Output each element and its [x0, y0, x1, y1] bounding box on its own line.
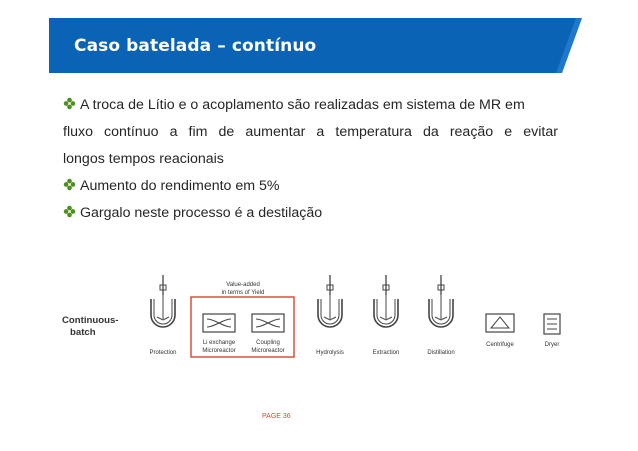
bullet-list: [63, 92, 558, 227]
diamond-bullet-icon: [63, 97, 76, 110]
hydrolysis-vessel-icon: [318, 275, 342, 327]
bullet-item-1-end: [63, 146, 558, 173]
justified-word: fim: [188, 124, 208, 140]
unit-label-coupling-line1: Coupling: [256, 340, 280, 346]
justified-word: aumentar: [245, 124, 306, 140]
bullet-item-1: [63, 92, 558, 119]
bullet-text-3: Gargalo neste processo é a destilação: [80, 205, 323, 221]
bullet-text-2: Aumento do rendimento em 5%: [80, 178, 280, 194]
justified-word: da: [422, 124, 439, 140]
process-diagram: [60, 260, 580, 370]
unit-label-protection: Protection: [149, 350, 177, 356]
bullet-item-1-continuation: [63, 119, 558, 146]
coupling-microreactor-icon: [252, 314, 284, 332]
page-number: PAGE 36: [262, 413, 291, 420]
unit-label-li-exchange-line1: Li exchange: [202, 340, 236, 346]
unit-label-extraction: Extraction: [372, 350, 400, 356]
justified-word: contínuo: [104, 124, 159, 140]
bullet-text-1-end: longos tempos reacionais: [63, 151, 224, 167]
row-label-line1: Continuous-: [62, 315, 119, 326]
bullet-item-2: [63, 173, 558, 200]
justified-word: temperatura: [335, 124, 412, 140]
unit-label-hydrolysis: Hydrolysis: [316, 350, 344, 356]
unit-label-distillation: Distillation: [427, 350, 455, 356]
justified-word: a: [316, 124, 325, 140]
distillation-vessel-icon: [429, 275, 453, 327]
value-added-caption-line2: in terms of Yield: [221, 290, 265, 296]
justified-word: de: [218, 124, 235, 140]
unit-label-coupling-line2: Microreactor: [251, 348, 285, 354]
justified-word: reação: [449, 124, 494, 140]
unit-label-dryer: Dryer: [544, 342, 560, 348]
unit-label-li-exchange-line2: Microreactor: [202, 348, 236, 354]
unit-label-centrifuge: Centrifuge: [486, 342, 514, 348]
protection-vessel-icon: [151, 275, 175, 327]
dryer-icon: [544, 314, 560, 334]
centrifuge-icon: [486, 314, 514, 332]
bullet-text-1: A troca de Lítio e o acoplamento são realizadas em sistema de MR em: [80, 97, 525, 113]
li-exchange-microreactor-icon: [203, 314, 235, 332]
justified-word: a: [169, 124, 178, 140]
slide-title: Caso batelada – contínuo: [74, 36, 317, 56]
justified-word: fluxo: [63, 124, 93, 140]
justified-word: evitar: [523, 124, 558, 140]
justified-word: e: [504, 124, 513, 140]
diamond-bullet-icon: [63, 205, 76, 218]
row-label-line2: batch: [70, 327, 96, 338]
value-added-caption-line1: Value-added: [226, 282, 260, 288]
bullet-item-3: [63, 200, 558, 227]
extraction-vessel-icon: [374, 275, 398, 327]
diamond-bullet-icon: [63, 178, 76, 191]
